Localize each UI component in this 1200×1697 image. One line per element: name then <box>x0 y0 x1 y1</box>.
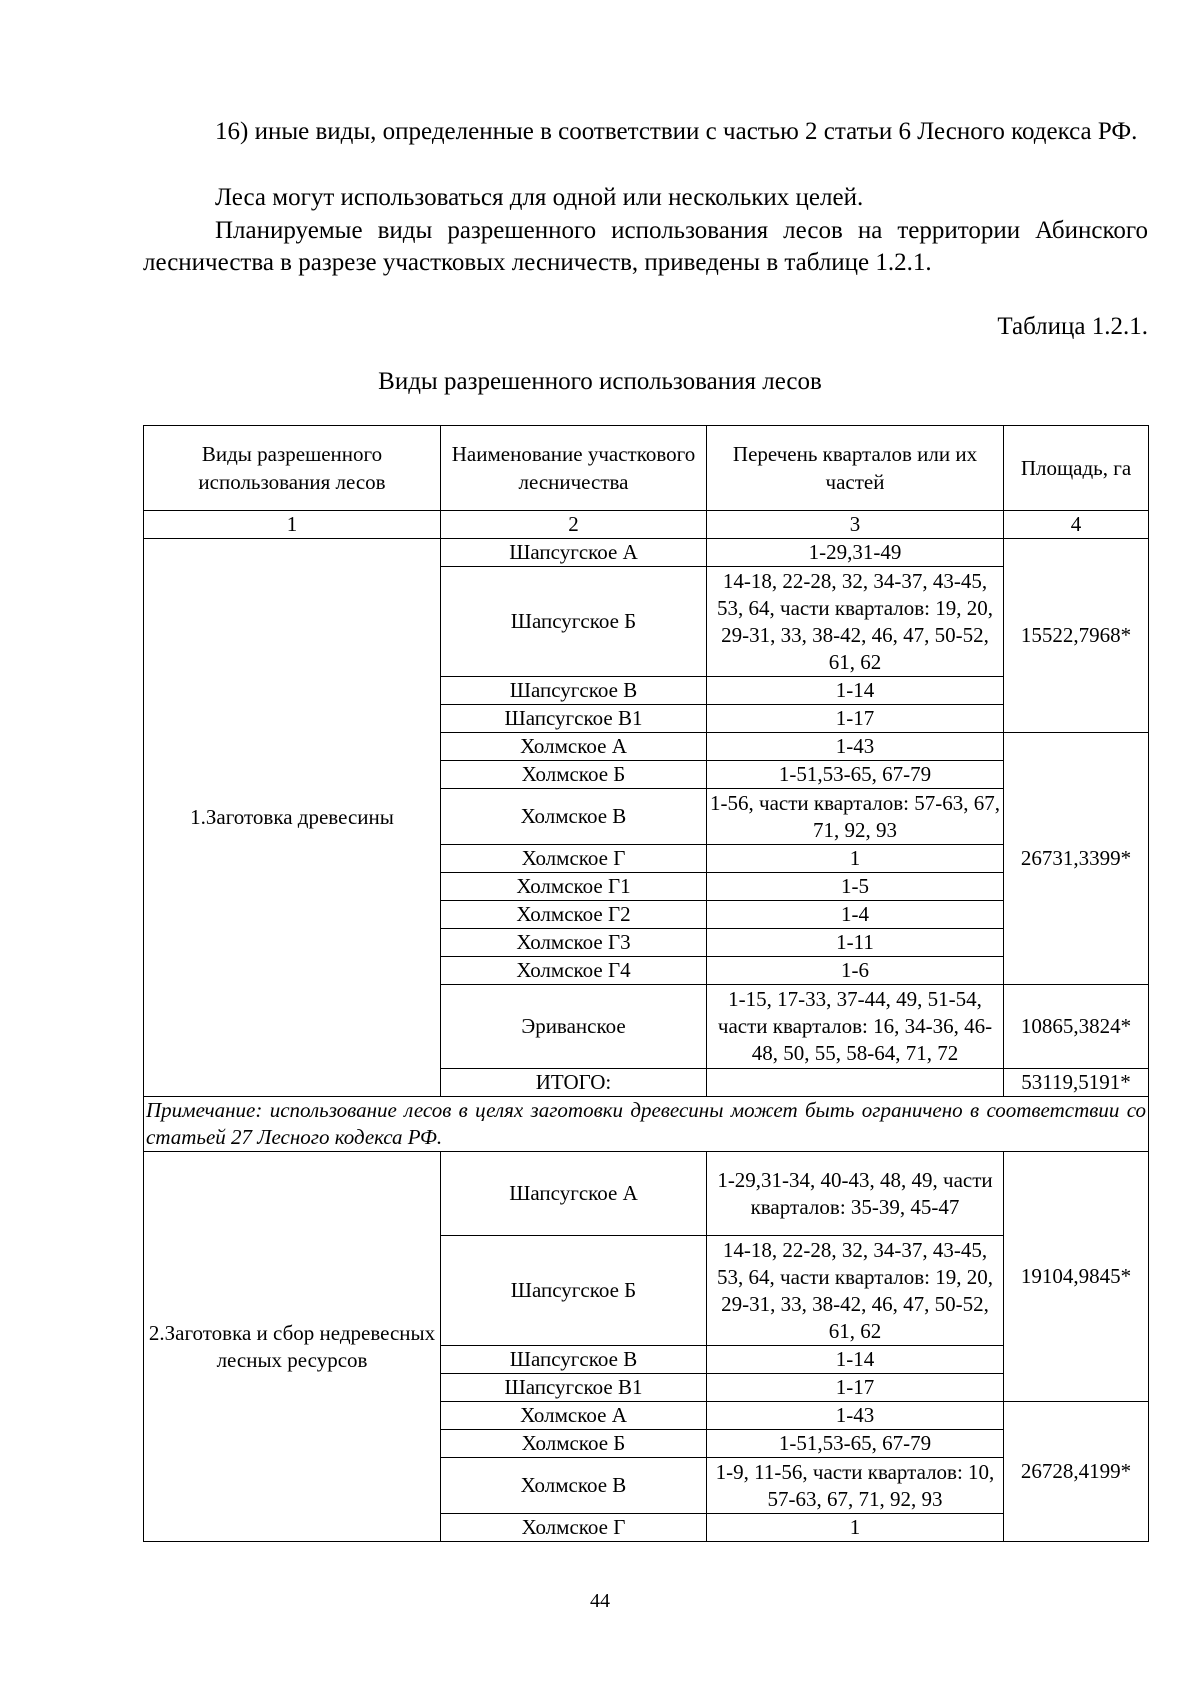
table-header-row <box>144 426 1149 511</box>
use-type-cell: 2.Заготовка и сбор недревесных лесных ресурсов <box>144 1152 441 1542</box>
note-row <box>144 1097 1149 1152</box>
forestry-name-cell: Эриванское <box>441 985 707 1069</box>
header-area: Площадь, га <box>1004 426 1149 511</box>
quarters-cell: 1-51,53-65, 67-79 <box>707 761 1004 789</box>
forestry-name-cell: Шапсугское А <box>441 539 707 567</box>
quarters-cell: 1-51,53-65, 67-79 <box>707 1430 1004 1458</box>
total-label: ИТОГО: <box>441 1069 707 1097</box>
quarters-cell: 1-17 <box>707 1374 1004 1402</box>
quarters-cell: 1 <box>707 1514 1004 1542</box>
total-area: 53119,5191* <box>1004 1069 1149 1097</box>
forestry-name-cell: Холмское В <box>441 789 707 845</box>
forestry-name-cell: Шапсугское В <box>441 1346 707 1374</box>
column-number: 3 <box>707 511 1004 539</box>
paragraph-item-16: 16) иные виды, определенные в соответствии с частью 2 статьи 6 Лесного кодекса РФ. <box>215 118 1138 145</box>
column-number-row <box>144 511 1149 539</box>
forestry-name-cell: Холмское Г4 <box>441 957 707 985</box>
quarters-cell: 1-14 <box>707 677 1004 705</box>
forestry-name-cell: Шапсугское В <box>441 677 707 705</box>
use-type-cell: 1.Заготовка древесины <box>144 539 441 1097</box>
total-empty-cell <box>707 1069 1004 1097</box>
column-number: 4 <box>1004 511 1149 539</box>
quarters-cell: 1-15, 17-33, 37-44, 49, 51-54, части кварталов: 16, 34-36, 46-48, 50, 55, 58-64, 71, 72 <box>707 985 1004 1069</box>
header-use-type: Виды разрешенного использования лесов <box>144 426 441 511</box>
forestry-name-cell: Холмское Г <box>441 1514 707 1542</box>
area-cell: 10865,3824* <box>1004 985 1149 1069</box>
forestry-name-cell: Холмское А <box>441 733 707 761</box>
forestry-name-cell: Холмское Г3 <box>441 929 707 957</box>
header-forestry-name: Наименование участкового лесничества <box>441 426 707 511</box>
area-cell: 15522,7968* <box>1004 539 1149 733</box>
table-note: Примечание: использование лесов в целях заготовки древесины может быть ограничено в соответствии со статьей 27 Лесного кодекса РФ. <box>144 1097 1149 1152</box>
quarters-cell: 1-6 <box>707 957 1004 985</box>
quarters-cell: 1-11 <box>707 929 1004 957</box>
paragraph-purposes: Леса могут использоваться для одной или нескольких целей. <box>215 184 864 211</box>
quarters-cell: 1 <box>707 845 1004 873</box>
forestry-name-cell: Шапсугское Б <box>441 1236 707 1346</box>
area-cell: 26731,3399* <box>1004 733 1149 985</box>
area-cell: 26728,4199* <box>1004 1402 1149 1542</box>
column-number: 2 <box>441 511 707 539</box>
forestry-name-cell: Холмское В <box>441 1458 707 1514</box>
quarters-cell: 14-18, 22-28, 32, 34-37, 43-45, 53, 64, части кварталов: 19, 20, 29-31, 33, 38-42, 46, 47, 50-52, 61, 62 <box>707 567 1004 677</box>
quarters-cell: 1-14 <box>707 1346 1004 1374</box>
quarters-cell: 14-18, 22-28, 32, 34-37, 43-45, 53, 64, части кварталов: 19, 20, 29-31, 33, 38-42, 46, 47, 50-52, 61, 62 <box>707 1236 1004 1346</box>
page-number: 44 <box>590 1590 610 1612</box>
quarters-cell: 1-29,31-49 <box>707 539 1004 567</box>
forestry-name-cell: Холмское Г <box>441 845 707 873</box>
quarters-cell: 1-9, 11-56, части кварталов: 10, 57-63, 67, 71, 92, 93 <box>707 1458 1004 1514</box>
forestry-name-cell: Шапсугское А <box>441 1152 707 1236</box>
quarters-cell: 1-17 <box>707 705 1004 733</box>
quarters-cell: 1-5 <box>707 873 1004 901</box>
forestry-name-cell: Шапсугское Б <box>441 567 707 677</box>
header-quarters-list: Перечень кварталов или их частей <box>707 426 1004 511</box>
forestry-name-cell: Холмское Б <box>441 1430 707 1458</box>
forestry-name-cell: Холмское Б <box>441 761 707 789</box>
quarters-cell: 1-29,31-34, 40-43, 48, 49, части кварталов: 35-39, 45-47 <box>707 1152 1004 1236</box>
area-cell: 19104,9845* <box>1004 1152 1149 1402</box>
quarters-cell: 1-43 <box>707 733 1004 761</box>
paragraph-planned-uses: Планируемые виды разрешенного использования лесов на территории Абинского лесничества в разрезе участковых лесничеств, приведены в таблице 1.2.1. <box>143 217 1148 276</box>
forestry-name-cell: Шапсугское В1 <box>441 1374 707 1402</box>
quarters-cell: 1-43 <box>707 1402 1004 1430</box>
forestry-name-cell: Холмское Г1 <box>441 873 707 901</box>
quarters-cell: 1-56, части кварталов: 57-63, 67, 71, 92, 93 <box>707 789 1004 845</box>
table-row <box>144 1152 1149 1236</box>
forest-use-table <box>143 425 1149 1542</box>
forestry-name-cell: Шапсугское В1 <box>441 705 707 733</box>
forestry-name-cell: Холмское А <box>441 1402 707 1430</box>
forestry-name-cell: Холмское Г2 <box>441 901 707 929</box>
column-number: 1 <box>144 511 441 539</box>
table-row <box>144 539 1149 567</box>
table-number-label: Таблица 1.2.1. <box>997 313 1148 340</box>
table-title: Виды разрешенного использования лесов <box>378 368 822 395</box>
quarters-cell: 1-4 <box>707 901 1004 929</box>
